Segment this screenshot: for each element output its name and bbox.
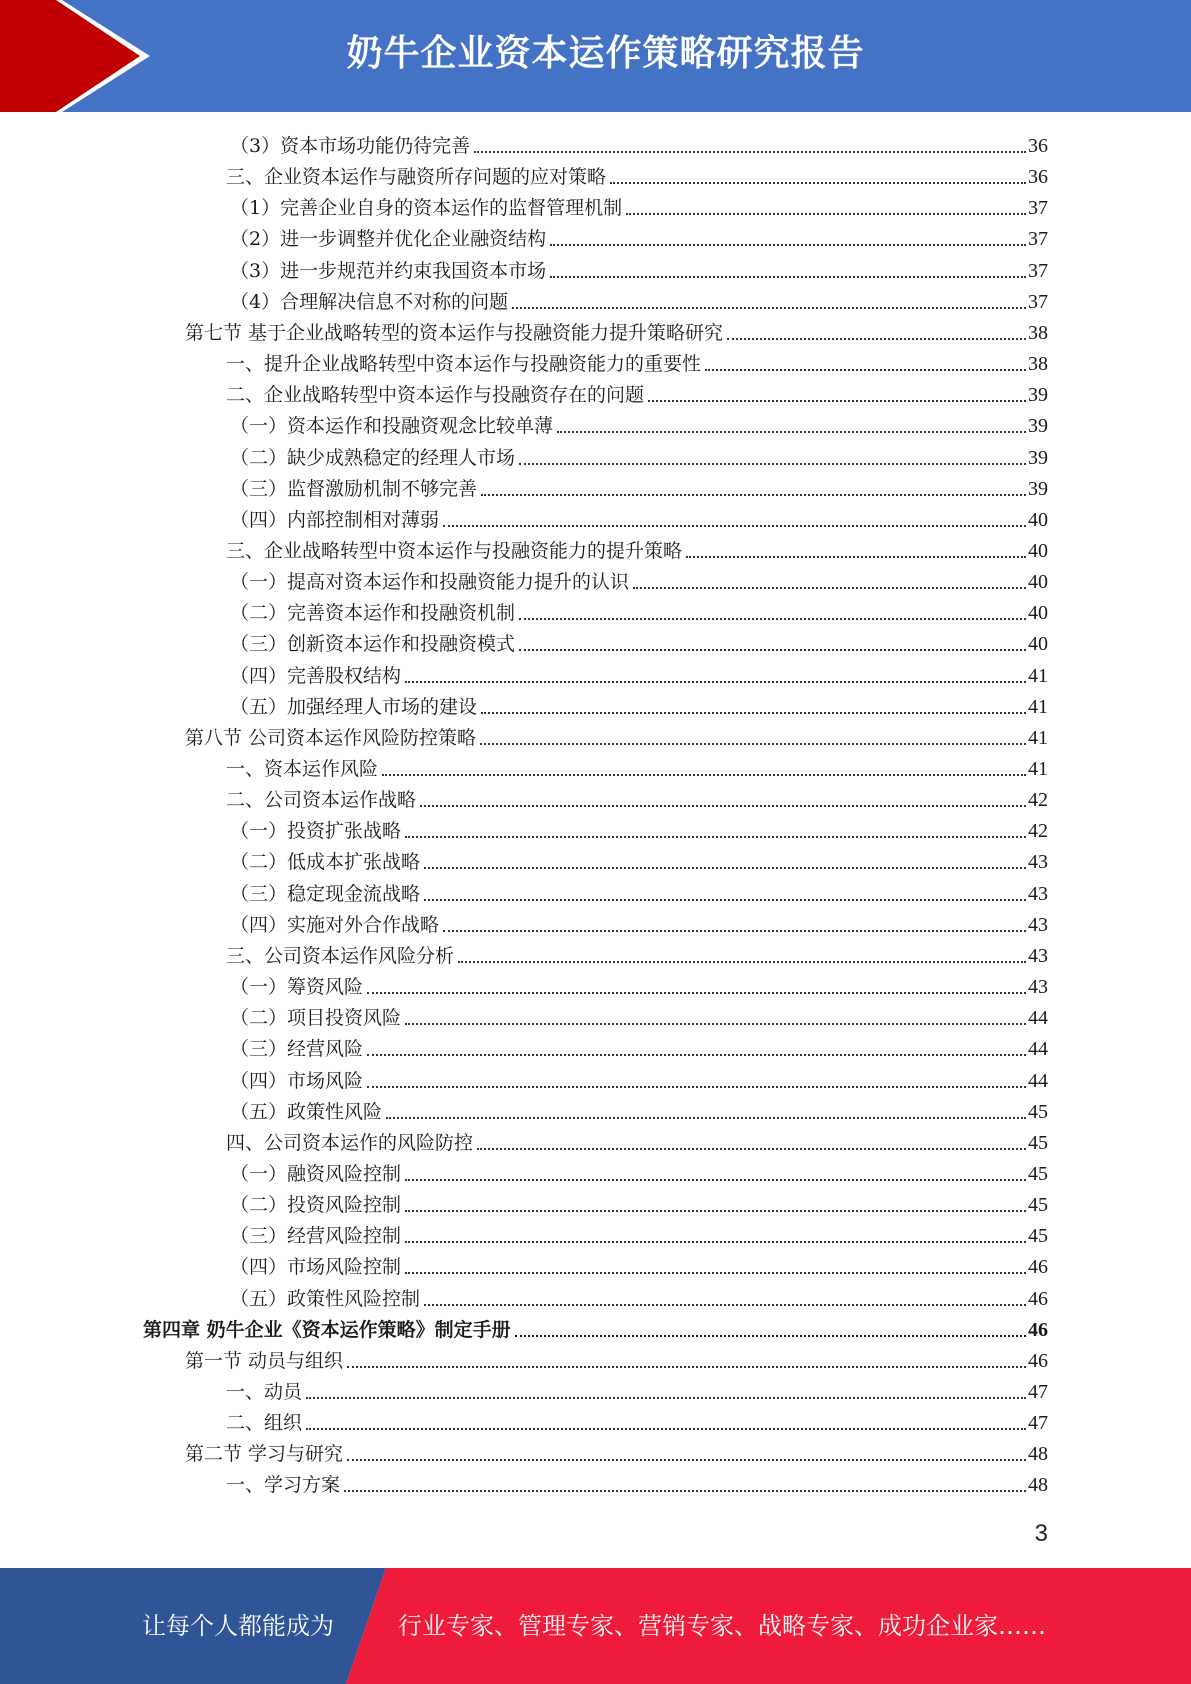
toc-entry[interactable] [230, 1217, 1048, 1248]
toc-entry[interactable] [230, 1186, 1048, 1217]
toc-entry-page: 40 [1028, 571, 1048, 594]
toc-entry-page: 42 [1028, 820, 1048, 843]
toc-dot-leader [443, 930, 1026, 932]
toc-dot-leader [347, 1459, 1026, 1461]
toc-entry[interactable] [185, 314, 1048, 345]
toc-entry-page: 47 [1028, 1412, 1048, 1435]
toc-dot-leader [344, 1490, 1026, 1492]
toc-entry-page: 45 [1028, 1131, 1048, 1154]
toc-entry[interactable] [230, 875, 1048, 906]
toc-entry[interactable] [230, 127, 1048, 158]
toc-dot-leader [480, 743, 1026, 745]
toc-entry-page: 36 [1028, 135, 1048, 157]
toc-entry-title: （二）低成本扩张战略 [230, 851, 421, 874]
toc-entry[interactable] [230, 688, 1048, 719]
page-number: 3 [1034, 1520, 1048, 1547]
toc-entry[interactable] [230, 501, 1048, 532]
toc-entry-title: （一）融资风险控制 [230, 1162, 402, 1185]
toc-dot-leader [610, 182, 1026, 184]
toc-dot-leader [626, 213, 1026, 215]
toc-entry-page: 45 [1028, 1225, 1048, 1248]
toc-entry-title: （2）进一步调整并优化企业融资结构 [230, 228, 547, 251]
toc-entry-title: （四）实施对外合作战略 [230, 913, 440, 936]
toc-dot-leader [405, 836, 1026, 838]
toc-entry[interactable] [230, 1155, 1048, 1186]
toc-entry-title: （一）资本运作和投融资观念比较单薄 [230, 415, 554, 438]
toc-entry-title: （一）筹资风险 [230, 976, 364, 999]
toc-entry-page: 37 [1028, 259, 1048, 282]
toc-entry-page: 39 [1028, 477, 1048, 500]
toc-entry-page: 38 [1028, 321, 1048, 344]
toc-dot-leader [557, 431, 1026, 433]
toc-entry-title: 第八节 公司资本运作风险防控策略 [185, 726, 477, 749]
toc-entry[interactable] [230, 1030, 1048, 1061]
toc-dot-leader [382, 774, 1026, 776]
toc-dot-leader [519, 463, 1026, 465]
toc-entry[interactable] [230, 968, 1048, 999]
toc-entry-title: （一）投资扩张战略 [230, 820, 402, 843]
toc-entry-title: 三、公司资本运作风险分析 [226, 944, 455, 967]
toc-entry-page: 44 [1028, 1069, 1048, 1092]
toc-entry-page: 41 [1028, 695, 1048, 718]
toc-dot-leader [686, 556, 1026, 558]
toc-entry-page: 46 [1028, 1349, 1048, 1372]
footer-slogan-right: 行业专家、管理专家、营销专家、战略专家、成功企业家…… [398, 1612, 1046, 1640]
toc-entry[interactable] [226, 781, 1048, 812]
toc-dot-leader [306, 1397, 1026, 1399]
toc-entry-title: （二）投资风险控制 [230, 1194, 402, 1217]
toc-entry-title: （三）经营风险控制 [230, 1225, 402, 1248]
toc-entry-page: 39 [1028, 384, 1048, 407]
toc-entry[interactable] [230, 189, 1048, 220]
toc-dot-leader [347, 1366, 1026, 1368]
toc-entry[interactable] [226, 345, 1048, 376]
toc-entry-page: 42 [1028, 789, 1048, 812]
toc-entry-page: 41 [1028, 664, 1048, 687]
toc-entry-page: 40 [1028, 602, 1048, 625]
toc-entry[interactable] [230, 407, 1048, 438]
toc-entry-title: （五）加强经理人市场的建设 [230, 695, 478, 718]
toc-entry-title: （二）完善资本运作和投融资机制 [230, 602, 516, 625]
toc-dot-leader [405, 681, 1026, 683]
toc-entry-title: 三、企业战略转型中资本运作与投融资能力的提升策略 [226, 539, 683, 562]
toc-entry[interactable] [230, 906, 1048, 937]
toc-entry-page: 37 [1028, 228, 1048, 251]
toc-entry-title: 四、公司资本运作的风险防控 [226, 1131, 474, 1154]
toc-entry-title: （四）市场风险 [230, 1069, 364, 1092]
toc-entry-title: （3）资本市场功能仍待完善 [230, 135, 471, 157]
toc-entry[interactable] [230, 252, 1048, 283]
toc-dot-leader [424, 899, 1026, 901]
toc-entry-page: 41 [1028, 726, 1048, 749]
toc-entry-page: 43 [1028, 882, 1048, 905]
toc-dot-leader [633, 587, 1026, 589]
toc-dot-leader [512, 307, 1026, 309]
toc-entry-page: 39 [1028, 415, 1048, 438]
toc-entry[interactable] [230, 1093, 1048, 1124]
toc-entry[interactable] [226, 158, 1048, 189]
toc-entry-page: 45 [1028, 1100, 1048, 1123]
toc-entry[interactable] [230, 439, 1048, 470]
toc-entry-title: （3）进一步规范并约束我国资本市场 [230, 259, 547, 282]
toc-entry-page: 39 [1028, 446, 1048, 469]
toc-entry-page: 40 [1028, 508, 1048, 531]
toc-entry-title: （五）政策性风险控制 [230, 1287, 421, 1310]
toc-entry[interactable] [230, 220, 1048, 251]
toc-entry[interactable] [226, 750, 1048, 781]
toc-entry[interactable] [226, 1466, 1048, 1497]
toc-entry-page: 37 [1028, 197, 1048, 220]
toc-entry-title: （1）完善企业自身的资本运作的监督管理机制 [230, 197, 623, 220]
toc-entry-page: 45 [1028, 1162, 1048, 1185]
toc-dot-leader [474, 151, 1026, 153]
toc-dot-leader [405, 1210, 1026, 1212]
footer-slogan-left: 让每个人都能成为 [142, 1612, 334, 1640]
toc-entry[interactable] [230, 563, 1048, 594]
toc-entry-page: 43 [1028, 851, 1048, 874]
toc-entry[interactable] [230, 657, 1048, 688]
toc-entry[interactable] [230, 594, 1048, 625]
toc-dot-leader [367, 1086, 1026, 1088]
toc-dot-leader [519, 649, 1026, 651]
toc-dot-leader [367, 992, 1026, 994]
toc-dot-leader [481, 494, 1026, 496]
toc-dot-leader [443, 525, 1026, 527]
toc-dot-leader [515, 1335, 1026, 1337]
toc-entry[interactable] [230, 999, 1048, 1030]
toc-entry[interactable] [226, 1404, 1048, 1435]
toc-entry-page: 45 [1028, 1194, 1048, 1217]
toc-dot-leader [648, 400, 1026, 402]
toc-entry-page: 48 [1028, 1474, 1048, 1497]
toc-entry-title: 一、资本运作风险 [226, 758, 379, 780]
toc-entry[interactable] [230, 625, 1048, 656]
toc-entry-page: 40 [1028, 539, 1048, 562]
toc-entry-title: （三）监督激励机制不够完善 [230, 477, 478, 500]
toc-entry-title: 第一节 动员与组织 [185, 1349, 344, 1372]
page-header [0, 0, 1191, 112]
toc-entry-title: （四）市场风险控制 [230, 1256, 402, 1279]
toc-entry-title: 一、提升企业战略转型中资本运作与投融资能力的重要性 [226, 353, 702, 376]
toc-dot-leader [550, 244, 1026, 246]
report-title: 奶牛企业资本运作策略研究报告 [346, 33, 865, 74]
toc-entry-title: （五）政策性风险 [230, 1100, 383, 1123]
toc-entry-page: 46 [1028, 1256, 1048, 1279]
toc-entry[interactable] [226, 376, 1048, 407]
toc-entry-title: 三、企业资本运作与融资所存问题的应对策略 [226, 166, 607, 189]
toc-dot-leader [424, 1304, 1026, 1306]
toc-dot-leader [550, 276, 1026, 278]
toc-entry[interactable] [226, 532, 1048, 563]
toc-entry[interactable] [230, 470, 1048, 501]
toc-entry-page: 43 [1028, 913, 1048, 936]
toc-entry-page: 38 [1028, 353, 1048, 376]
toc-dot-leader [519, 618, 1026, 620]
toc-dot-leader [481, 712, 1026, 714]
toc-dot-leader [424, 867, 1026, 869]
toc-dot-leader [405, 1023, 1026, 1025]
toc-entry-page: 47 [1028, 1381, 1048, 1403]
toc-entry[interactable] [230, 1062, 1048, 1093]
toc-entry-title: 二、公司资本运作战略 [226, 789, 417, 812]
toc-entry-page: 48 [1028, 1443, 1048, 1466]
toc-dot-leader [386, 1117, 1026, 1119]
toc-entry-title: 二、组织 [226, 1412, 303, 1435]
toc-entry-page: 44 [1028, 1038, 1048, 1061]
toc-entry-title: （四）完善股权结构 [230, 664, 402, 687]
toc-entry-title: （一）提高对资本运作和投融资能力提升的认识 [230, 571, 630, 594]
toc-dot-leader [458, 961, 1026, 963]
toc-entry-title: 一、动员 [226, 1381, 303, 1403]
toc-entry-title: （二）缺少成熟稳定的经理人市场 [230, 446, 516, 469]
toc-entry[interactable] [230, 1280, 1048, 1311]
toc-entry[interactable] [226, 937, 1048, 968]
toc-dot-leader [405, 1179, 1026, 1181]
toc-entry[interactable] [230, 1248, 1048, 1279]
toc-entry-page: 43 [1028, 944, 1048, 967]
toc-entry-page: 36 [1028, 166, 1048, 189]
toc-entry-title: （三）创新资本运作和投融资模式 [230, 633, 516, 656]
toc-entry[interactable] [230, 843, 1048, 874]
toc-entry-page: 41 [1028, 758, 1048, 780]
toc-entry[interactable] [185, 719, 1048, 750]
toc-entry[interactable] [143, 1311, 1048, 1342]
page-footer [0, 1568, 1191, 1684]
toc-entry-title: 第七节 基于企业战略转型的资本运作与投融资能力提升策略研究 [185, 321, 724, 344]
toc-dot-leader [477, 1148, 1026, 1150]
toc-dot-leader [727, 338, 1026, 340]
toc-entry-title: （4）合理解决信息不对称的问题 [230, 290, 509, 313]
toc-dot-leader [367, 1054, 1026, 1056]
toc-entry-title: 一、学习方案 [226, 1474, 341, 1497]
toc-entry-page: 40 [1028, 633, 1048, 656]
toc-entry-title: （三）经营风险 [230, 1038, 364, 1061]
toc-entry-title: （三）稳定现金流战略 [230, 882, 421, 905]
toc-entry[interactable] [185, 1342, 1048, 1373]
toc-dot-leader [405, 1272, 1026, 1274]
toc-dot-leader [306, 1428, 1026, 1430]
toc-dot-leader [405, 1241, 1026, 1243]
toc-entry-title: （二）项目投资风险 [230, 1007, 402, 1030]
toc-entry[interactable] [230, 812, 1048, 843]
toc-entry-title: 二、企业战略转型中资本运作与投融资存在的问题 [226, 384, 645, 407]
toc-entry[interactable] [230, 283, 1048, 314]
toc-entry[interactable] [226, 1124, 1048, 1155]
toc-entry[interactable] [226, 1373, 1048, 1404]
toc-entry-page: 37 [1028, 290, 1048, 313]
toc-entry-title: 第二节 学习与研究 [185, 1443, 344, 1466]
toc-entry-page: 44 [1028, 1007, 1048, 1030]
toc-entry-title: 第四章 奶牛企业《资本运作策略》制定手册 [143, 1318, 511, 1341]
toc-dot-leader [420, 805, 1026, 807]
toc-entry[interactable] [185, 1435, 1048, 1466]
toc-entry-page: 43 [1028, 976, 1048, 999]
toc-entry-title: （四）内部控制相对薄弱 [230, 508, 440, 531]
toc-dot-leader [705, 369, 1026, 371]
toc-entry-page: 46 [1028, 1318, 1048, 1341]
toc-entry-page: 46 [1028, 1287, 1048, 1310]
